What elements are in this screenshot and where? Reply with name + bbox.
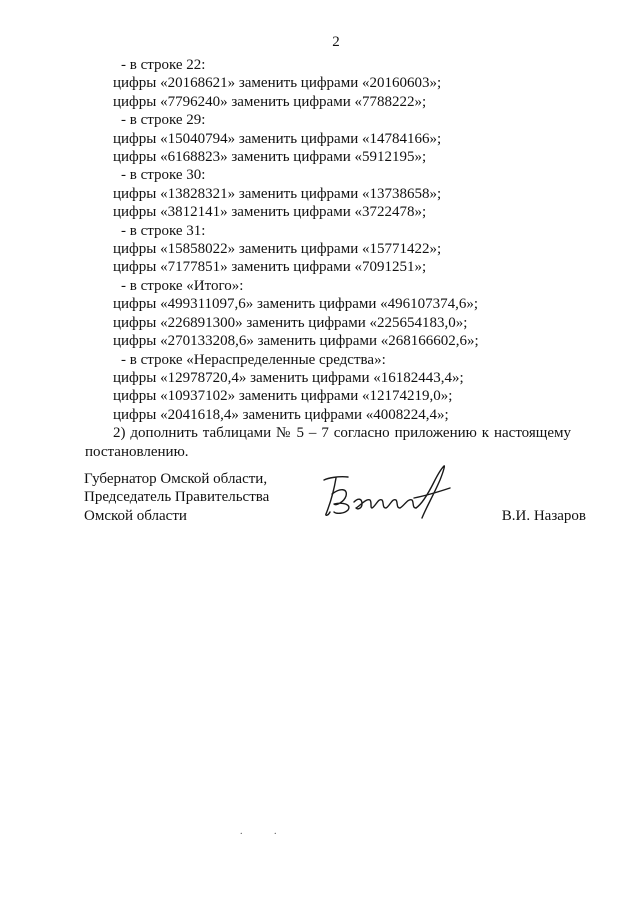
signatory-name: В.И. Назаров	[501, 508, 586, 524]
list-item: цифры «12978720,4» заменить цифрами «16182443,4»;	[113, 369, 464, 386]
list-item: цифры «7796240» заменить цифрами «7788222»;	[113, 93, 427, 110]
list-item: цифры «2041618,4» заменить цифрами «4008224,4»;	[113, 406, 449, 423]
list-item-heading: - в строке 29:	[121, 112, 206, 129]
final-paragraph	[85, 424, 571, 461]
amendment-text	[85, 56, 599, 461]
list-item-heading: - в строке 30:	[121, 167, 206, 184]
list-item: цифры «226891300» заменить цифрами «225654183,0»;	[113, 314, 468, 331]
list-item: цифры «13828321» заменить цифрами «13738658»;	[113, 185, 442, 202]
list-item-heading: - в строке «Итого»:	[121, 277, 244, 294]
handwritten-signature	[314, 458, 464, 530]
signatory-title-line: Председатель Правительства	[84, 489, 270, 506]
list-item-heading: - в строке «Нераспределенные средства»:	[121, 351, 386, 368]
stray-mark: .	[274, 826, 277, 837]
list-item: цифры «499311097,6» заменить цифрами «496107374,6»;	[113, 296, 479, 313]
final-paragraph-line-1: 2) дополнить таблицами № 5 – 7 согласно приложению к настоящему	[113, 425, 571, 442]
list-item: цифры «7177851» заменить цифрами «7091251»;	[113, 259, 427, 276]
list-item: цифры «3812141» заменить цифрами «3722478»;	[113, 204, 427, 221]
signatory-title	[84, 470, 269, 525]
list-item: цифры «6168823» заменить цифрами «5912195»;	[113, 149, 427, 166]
list-item: цифры «10937102» заменить цифрами «12174219,0»;	[113, 388, 453, 405]
list-item: цифры «20168621» заменить цифрами «20160603»;	[113, 75, 442, 92]
final-paragraph-line-2: постановлению.	[85, 443, 189, 460]
list-item: цифры «15858022» заменить цифрами «15771422»;	[113, 241, 442, 258]
list-item-heading: - в строке 31:	[121, 222, 206, 239]
signatory-title-line: Омской области	[84, 507, 187, 524]
list-item: цифры «270133208,6» заменить цифрами «268166602,6»;	[113, 333, 479, 350]
list-item: цифры «15040794» заменить цифрами «14784166»;	[113, 130, 442, 147]
stray-mark: .	[240, 826, 243, 837]
signatory-title-line: Губернатор Омской области,	[84, 471, 268, 487]
page-number: 2	[332, 34, 340, 50]
list-item-heading: - в строке 22:	[121, 57, 206, 73]
